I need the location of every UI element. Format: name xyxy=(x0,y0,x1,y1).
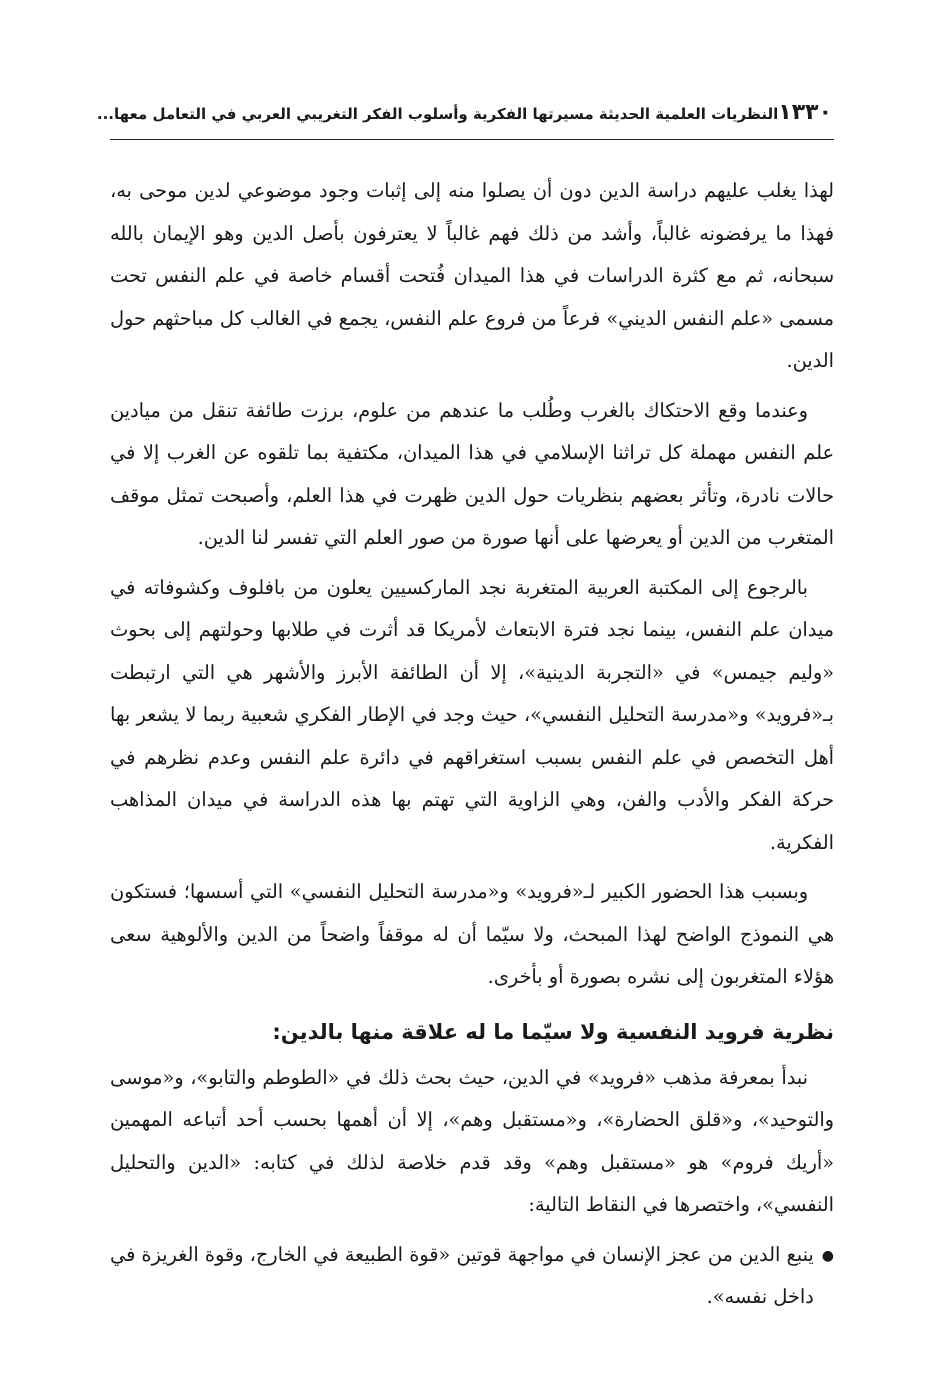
paragraph: وبسبب هذا الحضور الكبير لـ«فرويد» و«مدرسة التحليل النفسي» التي أسسها؛ فستكون هي النموذج الواضح لهذا المبحث، ولا سيّما أن له موقفاً واضحاً من الدين والألوهية سعى هؤلاء المتغربون إلى نشره بصورة أو بأخرى. xyxy=(110,880,834,988)
paragraph: وعندما وقع الاحتكاك بالغرب وطُلب ما عندهم من علوم، برزت طائفة تنقل من ميادين علم النفس مهملة كل تراثنا الإسلامي في هذا الميدان، مكتفية بما تلقوه عن الغرب إلا في حالات نادرة، وتأثر بعضهم بنظريات حول الدين ظهرت في هذا العلم، وأصبحت تمثل موقف المتغرب من الدين أو يعرضها على أنها صورة من صور العلم التي تفسر لنا الدين. xyxy=(110,398,834,549)
paragraph: بالرجوع إلى المكتبة العربية المتغربة نجد الماركسيين يعلون من بافلوف وكشوفاته في ميدان علم النفس، بينما نجد فترة الابتعاث لأمريكا قد أثرت في طلابها وحولتهم إلى بحوث «وليم جيمس» في «التجربة الدينية»، إلا أن الطائفة الأبرز والأشهر هي التي ارتبطت بـ«فرويد» و«مدرسة التحليل النفسي»، حيث وجد في الإطار الفكري شعبية ربما لا يشعر بها أهل التخصص في علم النفس بسبب استغراقهم في دائرة علم النفس وعدم نظرهم في حركة الفكر والأدب والفن، وهي الزاوية التي تهتم بها هذه الدراسة في ميدان المذاهب الفكرية. xyxy=(110,575,834,854)
page-header xyxy=(96,100,834,140)
paragraph: لهذا يغلب عليهم دراسة الدين دون أن يصلوا منه إلى إثبات وجود موضوعي لدين موحى به، فهذا ما يرفضونه غالباً، وأشد من ذلك فهم غالباً لا يعترفون بأصل الدين وهو الإيمان بالله سبحانه، ثم مع كثرة الدراسات في هذا الميدان فُتحت أقسام خاصة في علم النفس تحت مسمى «علم النفس الديني» فرعاً من فروع علم النفس، يجمع في الغالب كل مباحثهم حول الدين. xyxy=(110,179,834,372)
bullet-text: ينبع الدين من عجز الإنسان في مواجهة قوتين «قوة الطبيعة في الخارج، وقوة الغريزة في داخل نفسه». xyxy=(110,1242,814,1308)
bullet-item xyxy=(110,1234,834,1319)
page-number: ١٣٣٠ xyxy=(778,100,832,125)
running-title: النظريات العلمية الحديثة مسيرتها الفكرية وأسلوب الفكر التغريبي العربي في التعامل معها... xyxy=(96,105,779,123)
bullet-dot-icon: ● xyxy=(821,1247,834,1264)
section-paragraph: نبدأ بمعرفة مذهب «فرويد» في الدين، حيث بحث ذلك في «الطوطم والتابو»، و«موسى والتوحيد»، و«قلق الحضارة»، و«مستقبل وهم»، إلا أن أهمها بحسب أحد أتباعه المهمين «أريك فروم» هو «مستقبل وهم» وقد قدم خلاصة لذلك في كتابه: «الدين والتحليل النفسي»، واختصرها في النقاط التالية: xyxy=(110,1065,834,1216)
section-heading: نظرية فرويد النفسية ولا سيّما ما له علاقة منها بالدين: xyxy=(272,1019,834,1044)
book-page xyxy=(96,100,834,1319)
page-body xyxy=(110,170,834,1319)
